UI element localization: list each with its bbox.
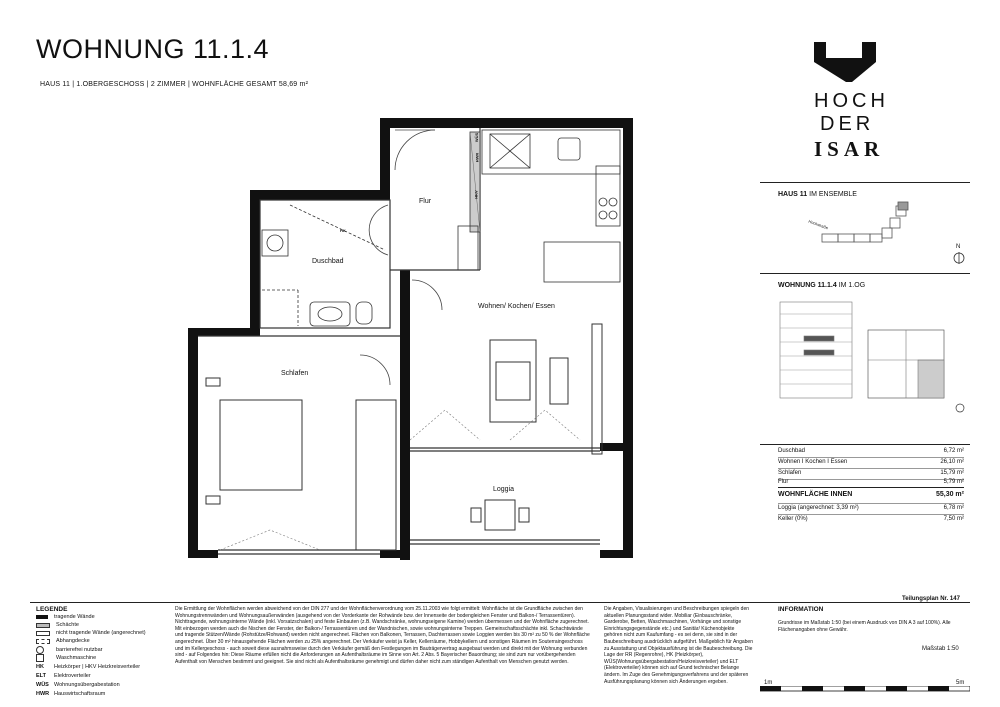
room-label-schlafen: Schlafen — [281, 370, 309, 377]
legend-item: nicht tragende Wände (angerechnet) — [36, 630, 146, 636]
load-bearing-walls — [188, 118, 633, 560]
unit-heading: WOHNUNG 11.1.4 IM 1.OG — [778, 282, 866, 289]
room-label-loggia: Loggia — [493, 486, 515, 493]
label-hk: HK — [340, 228, 346, 233]
legend-item: tragende Wände — [36, 614, 95, 620]
area-row: Duschbad 6,72 m² — [778, 448, 964, 454]
extra-area-row: Loggia (angerechnet: 3,39 m²) 6,78 m² — [778, 505, 964, 511]
footer-divider — [30, 602, 970, 603]
teilungsplan-label: Teilungsplan Nr. 147 — [902, 596, 960, 602]
legend-item: HWR Hauswirtschaftsraum — [36, 691, 106, 697]
bed — [206, 378, 396, 550]
living-furniture — [490, 324, 602, 454]
page-subtitle: HAUS 11 | 1.OBERGESCHOSS | 2 ZIMMER | WOHNFLÄCHE GESAMT 58,69 m² — [40, 81, 309, 88]
shaft-swatch-icon — [36, 623, 50, 628]
room-label-flur: Flur — [419, 198, 432, 205]
logo-text-hoch: HOCH — [814, 90, 889, 112]
legend-item: Abhangdecke — [36, 638, 90, 644]
north-arrow-icon — [953, 252, 965, 266]
page-title: WOHNUNG 11.1.4 — [36, 34, 270, 64]
legend-item: ELT Elektroverteiler — [36, 673, 91, 679]
information-text: Grundrisse im Maßstab 1:50 (bei einem Ausdruck von DIN A 3 auf 100%). Alle Flächenangaben ohne Gewähr. — [778, 620, 951, 633]
area-row: Schlafen 15,79 m² — [778, 470, 964, 476]
legend-item: Waschmaschine — [36, 654, 96, 662]
building-thumbnails — [778, 300, 968, 400]
street-label: Hochstraße — [807, 218, 829, 231]
scale-5m-label: 5m — [956, 680, 965, 686]
label-wus: WÜS — [474, 132, 480, 143]
legend-title: LEGENDE — [36, 606, 68, 613]
legend-item: barrierefrei nutzbar — [36, 646, 102, 654]
ensemble-site-plan — [800, 200, 920, 256]
wall-swatch-icon — [36, 615, 48, 619]
area-row: Flur 5,79 m² — [778, 479, 964, 485]
total-area-row: WOHNFLÄCHE INNEN 55,30 m² — [778, 491, 964, 498]
floor-plan — [180, 110, 640, 580]
legend-item: Schächte — [36, 622, 79, 628]
scale-bar — [760, 686, 970, 692]
shafts — [470, 132, 480, 232]
information-title: INFORMATION — [778, 606, 824, 613]
room-label-duschbad: Duschbad — [312, 258, 344, 265]
planning-disclaimer: Die Angaben, Visualisierungen und Beschreibungen spiegeln den aktuellen Planungsstand wider. Mobiliar (Einbauschränke, Garderobe, Betten, Waschmaschinen, Vorhänge und sonstige Einrichtungsgegenstände etc.) und Sanitär/ Küchenobjekte gehören nicht zum Kaufumfang - es sei denn, sie sind in der Baubeschreibung ausdrücklich aufgeführt. Maßgeblich für Angaben zu Ausstattung und Objektausführung ist die Baubeschreibung. Die Lage der RR (Regenrohre), HK (Heizkörper), WÜS(Wohnungsübergabestation/Heizkreisverteiler) und ELT (Elektroverteiler) können sich auf Grund technischer Belange ändern. Im Zuge des Genehmigungsverfahrens und der späteren Ausführungsplanung können sich Änderungen ergeben. — [604, 606, 753, 685]
thin-wall-swatch-icon — [36, 631, 50, 636]
ensemble-heading: HAUS 11 IM ENSEMBLE — [778, 191, 857, 198]
label-hwr: HWR — [474, 152, 480, 163]
accessible-icon — [36, 646, 44, 654]
bathroom-fixtures — [262, 205, 385, 326]
ceiling-swatch-icon — [36, 639, 50, 644]
washing-machine-icon — [36, 654, 44, 662]
room-label-wohnen: Wohnen/ Kochen/ Essen — [478, 303, 555, 310]
kitchen-counter — [458, 130, 620, 282]
legend-item: WÜS Wohnungsübergabestation — [36, 682, 120, 688]
scale-1m-label: 1m — [764, 680, 773, 686]
area-calculation-disclaimer: Die Ermittlung der Wohnflächen werden abweichend von der DIN 277 und der Wohnflächenverordnung vom 25.11.2003 wie folgt ermittelt: Wohnfläche ist die Grundfläche zwischen den Wohnungstrennwänden und Wohnungsaußenwänden (ausgehend von der Vorderkante der Rohwände bzw. der Innenseite der bodengleichen Fenster und Balkon-/ Terrassentüren). Nichttragende, wohnungsinterne Wände (inkl. Vorsatzschalen) und feste Einbauten (z.B. Wandschränke, wohnungseigene Kamine) werden übermessen und der Wohnfläche zugerechnet. Mit einbezogen werden auch die Nischen der Fenster, der Balkon-/ Terrassentüren und der Wandnischen, sowie wohnungsinterne Treppen. Gemeinschaftsschächte inkl. Schachtwände und tragende Stützen/Wände (Rohstütze/Rohwand) werden nicht angerechnet. Flächen von Balkonen, Terrassen, Dachterrassen sowie Loggien werden bis 30 m² zu 50 % der Wohnfläche angerechnet. Über 30 m² hinausgehende Flächen werden zu 25% angerechnet. Der Verkäufer weist ja Keller, Kellerräume, Hobbykellern und sonstigen Räumen im Souterraingeschoss und im Kellergeschoss - auch soweit diese ausnahmsweise durch den Verkäufer gemäß den Festlegungen im Bauträgervertrag ausgebaut werden und direkt mit der Wohnung verbunden sind - auf Folgendes hin: Diese Räume erfüllen nicht die Anforderungen an Aufenthaltsräume im Sinne von Art. 2 Abs. 5 Bayerischer Bauordnung; sie sind zum nur vorübergehenden Aufenthalt von Menschen bestimmt und geeignet. Sie sind nicht als Aufenthaltsräume genehmigt und dürfen daher nicht zum ständigen Aufenthalt von Menschen genutzt werden. — [175, 606, 590, 665]
legend-item: HK Heizkörper | HKV Heizkreisverteiler — [36, 664, 141, 670]
extra-area-row: Keller (0%) 7,50 m² — [778, 516, 964, 522]
logo-text-isar: ISAR — [814, 137, 885, 161]
loggia-furniture — [471, 500, 529, 530]
logo-text-der: DER — [820, 113, 875, 135]
brand-logo — [812, 40, 892, 161]
north-label: N — [956, 244, 961, 250]
area-row: Wohnen I Kochen I Essen 26,10 m² — [778, 459, 964, 465]
label-hkv: HKV — [473, 190, 479, 199]
scale-label: Maßstab 1:50 — [922, 646, 959, 652]
north-arrow-small-icon — [954, 402, 966, 414]
logo-mark-icon — [812, 40, 892, 84]
